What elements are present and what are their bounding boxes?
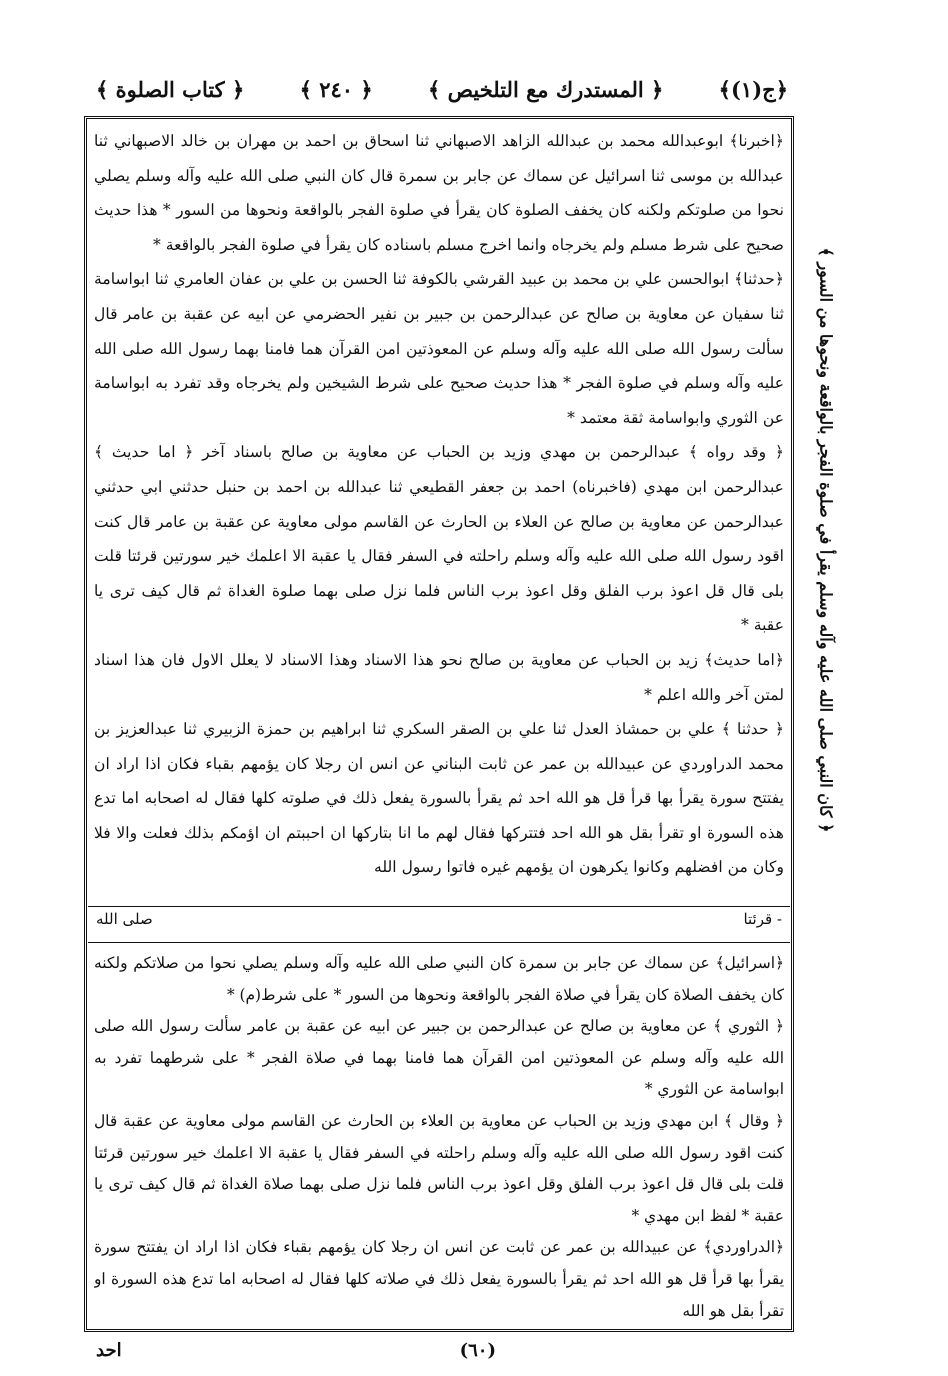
hadith-paragraph: ﴿اما حديث﴾ زيد بن الحباب عن معاوية بن صالح نحو هذا الاسناد وهذا الاسناد لا يعلل الاول فان هذا اسناد لمتن آخر والله اعلم *	[94, 650, 784, 704]
margin-note-text: ﴿ كان النبي صلى الله عليه وآله وسلم يقرأ في صلوة الفجر بالواقعة ونحوها من السور ﴾	[816, 247, 836, 833]
talkhis-text	[94, 948, 784, 1326]
hadith-paragraph: ﴿اخبرنا﴾ ابوعبدالله محمد بن عبدالله الزاهد الاصبهاني ثنا اسحاق بن احمد بن مهران بن خالد الاصبهاني ثنا عبدالله بن موسى ثنا اسرائيل عن سماك عن جابر بن سمرة قال كان النبي صلى الله عليه وآله وسلم يصلي نحوا من صلوتكم ولكنه كان يخفف الصلوة كان يقرأ في صلوة الفجر بالواقعة ونحوها من السور * هذا حديث صحيح على شرط مسلم ولم يخرجاه وانما اخرج مسلم باسناده كان يقرأ في صلوة الفجر بالواقعة *	[94, 132, 784, 254]
chapter-title: ﴿ كتاب الصلوة ﴾	[96, 76, 245, 102]
catchword: احد	[96, 1340, 122, 1361]
summary-paragraph: ﴿ وقال ﴾ ابن مهدي وزيد بن الحباب عن معاوية بن العلاء بن الحارث عن القاسم مولى معاوية عن عقبة قال كنت اقود رسول الله صلى الله عليه وآله وسلم راحلته في السفر فقال يا عقبة الا اعلمك خير سورتين قرئتا قلت بلى قال قل اعوذ برب الفلق وقل اعوذ برب الناس فلما نزل صلى بهما صلاة الغداة ثم قال كيف ترى يا عقبة * لفظ ابن مهدي *	[94, 1111, 784, 1225]
footnote-right: - قرئتا	[743, 910, 782, 928]
summary-paragraph: ﴿اسرائيل﴾ عن سماك عن جابر بن سمرة كان النبي صلى الله عليه وآله وسلم يصلي نحوا من صلاتكم ولكنه كان يخفف الصلاة كان يقرأ في صلاة الفجر بالواقعة ونحوها من السور * على شرط(م) *	[94, 954, 784, 1004]
main-text	[94, 124, 784, 900]
divider	[88, 942, 790, 943]
footnotes	[96, 910, 782, 940]
summary-paragraph: ﴿ الثوري ﴾ عن معاوية بن صالح عن عبدالرحمن بن جبير عن ابيه عن عقبة بن عامر سألت رسول الله صلى الله عليه وآله وسلم عن المعوذتين امن القرآن هما فامنا بهما في صلاة الفجر * على شرطهما تفرد به ابواسامة عن الثوري *	[94, 1017, 784, 1099]
book-title: ﴿ المستدرك مع التلخيص ﴾	[428, 76, 664, 102]
footer-page-number: (٦٠)	[459, 1340, 496, 1361]
footnote-left: صلى الله	[96, 910, 153, 928]
summary-paragraph: ﴿الدراوردي﴾ عن عبيدالله بن عمر عن ثابت عن انس ان رجلا كان يؤمهم بقباء فكان اذا اراد ان يفتتح سورة يقرأ بها قرأ قل هو الله احد ثم يقرأ بالسورة يفعل ذلك في صلاته كلها فقال له اصحابه اما تدع هذه السورة او تقرأ بقل هو الله	[94, 1238, 784, 1320]
divider	[88, 906, 790, 907]
margin-note	[806, 210, 846, 890]
page-footer	[96, 1340, 496, 1368]
page-number: ﴿ ٢٤٠ ﴾	[299, 76, 373, 102]
hadith-paragraph: ﴿ حدثنا ﴾ علي بن حمشاذ العدل ثنا علي بن الصقر السكري ثنا ابراهيم بن حمزة الزبيري ثنا عبدالعزيز بن محمد الدراوردي عن عبيدالله بن عمر عن ثابت البناني عن انس ان رجلا كان يؤمهم بقباء فكان اذا اراد ان يفتتح سورة يقرأ بها قرأ قل هو الله احد ثم يقرأ بالسورة يفعل ذلك في صلوته كلها فقال له اصحابه اما تدع هذه السورة او تقرأ بقل هو الله احد فتتركها فقال لهم ما انا بتاركها ان احببتم ان اؤمكم بذلك فعلت والا فلا وكان من افضلهم وكانوا يكرهون ان يؤمهم غيره فاتوا رسول الله	[94, 720, 784, 877]
hadith-paragraph: ﴿ وقد رواه ﴾ عبدالرحمن بن مهدي وزيد بن الحباب عن معاوية بن صالح باسناد آخر ﴿ اما حديث ﴾ عبدالرحمن ابن مهدي (فاخبرناه) احمد بن جعفر القطيعي ثنا عبدالله بن احمد بن حنبل حدثني ابي حدثني عبدالرحمن عن معاوية بن صالح عن العلاء بن الحارث عن القاسم مولى معاوية عن عقبة بن عامر قال كنت اقود رسول الله صلى الله عليه وآله وسلم راحلته في السفر فقال يا عقبة الا اعلمك خير سورتين قرئتا قلت بلى قال قل اعوذ برب الفلق وقل اعوذ برب الناس فلما نزل صلى بهما صلوة الغداة ثم قال كيف ترى يا عقبة *	[94, 443, 784, 635]
page-header	[96, 72, 788, 106]
volume-number: ﴿ج(١)﴾	[718, 76, 788, 102]
hadith-paragraph: ﴿حدثنا﴾ ابوالحسن علي بن محمد بن عبيد القرشي بالكوفة ثنا الحسن بن علي بن عفان العامري ثنا ابواسامة ثنا سفيان عن معاوية بن صالح عن عبدالرحمن بن جبير بن نفير الحضرمي عن ابيه عن عقبة بن عامر قال سألت رسول الله صلى الله عليه وآله وسلم عن المعوذتين امن القرآن هما فامنا بهما رسول الله صلى الله عليه وآله وسلم في صلوة الفجر * هذا حديث صحيح على شرط الشيخين ولم يخرجاه وقد تفرد به ابواسامة عن الثوري وابواسامة ثقة معتمد *	[94, 270, 784, 427]
